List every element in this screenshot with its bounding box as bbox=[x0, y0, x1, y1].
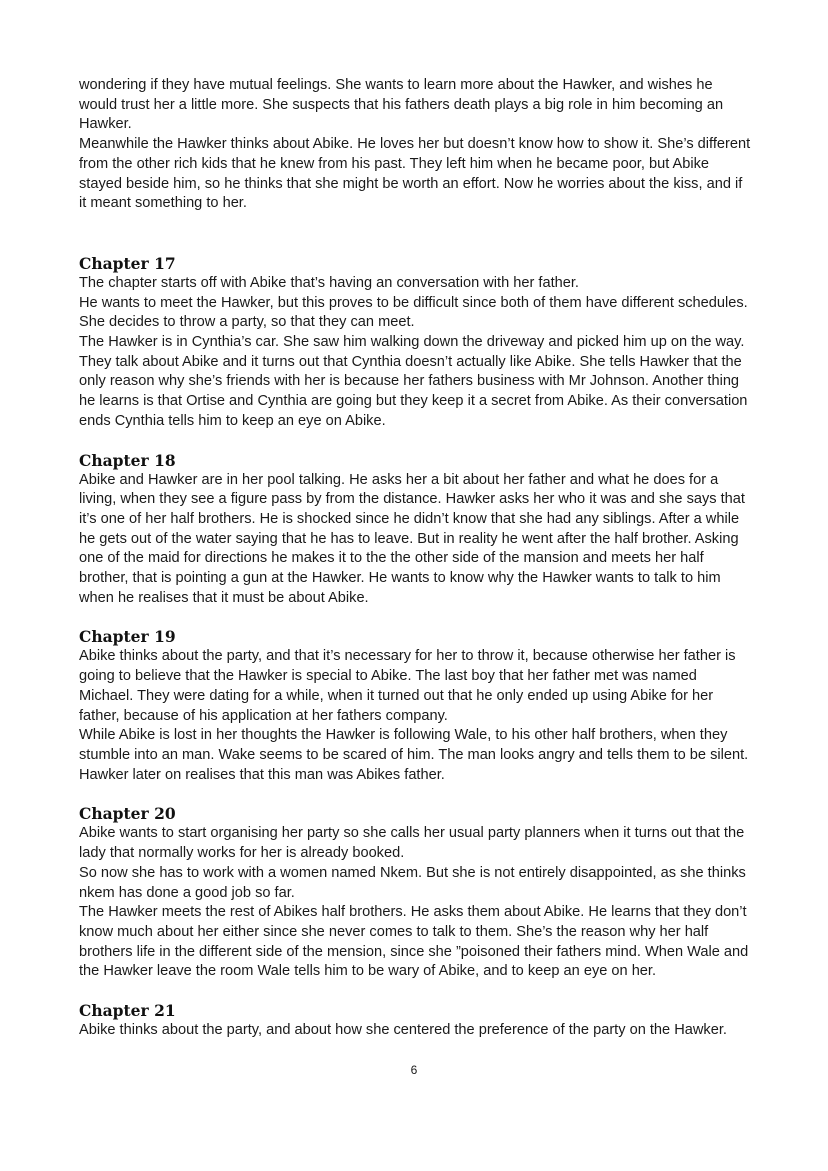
page-number: 6 bbox=[410, 1063, 418, 1077]
intro-paragraph: Meanwhile the Hawker thinks about Abike. He loves her but doesn’t know how to show it. She’s different from the other rich kids that he knew from his past. They left him when he became poor, but Abike stayed beside him, so he thinks that she might be worth an effort. Now he worries about the kiss, and if it meant something to her. bbox=[79, 136, 751, 212]
chapter-paragraph: He wants to meet the Hawker, but this proves to be difficult since both of them have different schedules. She decides to throw a party, so that they can meet. bbox=[79, 294, 748, 331]
chapter-heading: Chapter 19 bbox=[79, 627, 176, 647]
chapter-paragraph: The Hawker is in Cynthia’s car. She saw him walking down the driveway and picked him up on the way. They talk about Abike and it turns out that Cynthia doesn’t actually like Abike. She tells Hawker that the only reason why she’s friends with her is because her fathers business with Mr Johnson. Another thing he learns is that Ortise and Cynthia are going but they keep it a secret from Abike. As their conversation ends Cynthia tells him to keep an eye on Abike. bbox=[79, 334, 748, 429]
chapter-20-section bbox=[79, 804, 751, 982]
intro-paragraph: wondering if they have mutual feelings. She wants to learn more about the Hawker, and wishes he would trust her a little more. She suspects that his fathers death plays a big role in him becoming an Hawker. bbox=[79, 77, 724, 133]
chapter-paragraph: Abike thinks about the party, and that it’s necessary for her to throw it, because otherwise her father is going to believe that the Hawker is special to Abike. The last boy that her father met was named Michael. They were dating for a while, when it turned out that he only ended up using Abike for her father, because of his application at her fathers company. bbox=[79, 648, 736, 724]
chapter-19-section bbox=[79, 627, 751, 785]
chapter-17-section bbox=[79, 254, 751, 432]
chapter-heading: Chapter 18 bbox=[79, 450, 176, 470]
chapter-paragraph: The chapter starts off with Abike that’s having an conversation with her father. bbox=[79, 274, 579, 291]
document-page bbox=[79, 76, 751, 1041]
chapter-paragraph: The Hawker meets the rest of Abikes half brothers. He asks them about Abike. He learns that they don’t know much about her either since she never comes to talk to them. She’s the reason why her half brothers life in the different side of the mension, since she ”poisoned their fathers mind. When Wale and the Hawker leave the room Wale tells him to be wary of Abike, and to keep an eye on her. bbox=[79, 904, 749, 980]
chapter-heading: Chapter 20 bbox=[79, 804, 176, 824]
chapter-paragraph: So now she has to work with a women named Nkem. But she is not entirely disappointed, as she thinks nkem has done a good job so far. bbox=[79, 864, 746, 901]
chapter-paragraph: Abike thinks about the party, and about how she centered the preference of the party on the Hawker. bbox=[79, 1022, 727, 1039]
chapter-18-section bbox=[79, 451, 751, 609]
chapter-heading: Chapter 17 bbox=[79, 253, 176, 273]
intro-section bbox=[79, 76, 751, 214]
chapter-paragraph: Abike and Hawker are in her pool talking. He asks her a bit about her father and what he does for a living, when they see a figure pass by from the distance. Hawker asks her who it was and she says that it’s one of her half brothers. He is shocked since he didn’t know that she had any siblings. After a while he gets out of the water saying that he has to leave. But in reality he went after the half brother. Asking one of the maid for directions he makes it to the the other side of the mansion and meets her half brother, that is pointing a gun at the Hawker. He wants to know why the Hawker wants to talk to him when he realises that it must be about Abike. bbox=[79, 471, 745, 606]
chapter-heading: Chapter 21 bbox=[79, 1001, 176, 1021]
chapter-paragraph: While Abike is lost in her thoughts the Hawker is following Wale, to his other half brothers, when they stumble into an man. Wake seems to be scared of him. The man looks angry and tells them to be silent. Hawker later on realises that this man was Abikes father. bbox=[79, 727, 749, 783]
chapter-paragraph: Abike wants to start organising her party so she calls her usual party planners when it turns out that the lady that normally works for her is already booked. bbox=[79, 825, 745, 862]
chapter-21-section bbox=[79, 1001, 751, 1041]
